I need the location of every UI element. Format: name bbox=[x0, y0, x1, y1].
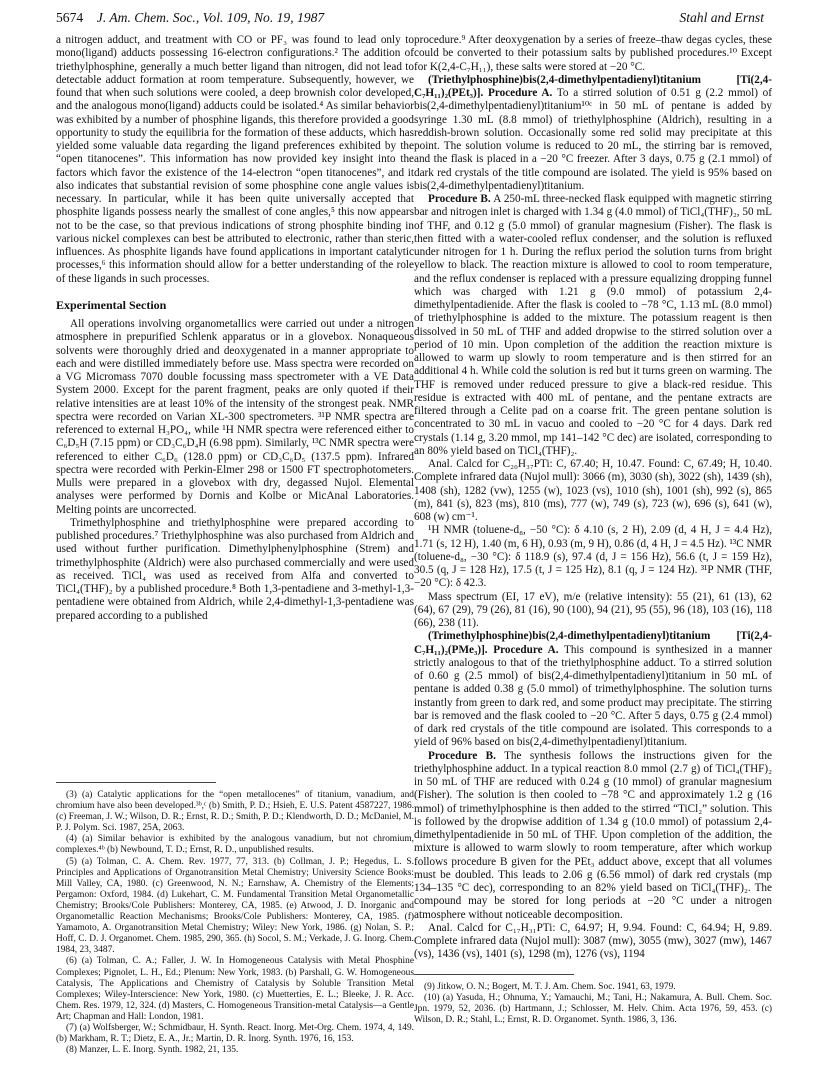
footnote-6: (6) (a) Tolman, C. A.; Faller, J. W. In Homogeneous Catalysis with Metal Phosphine Complexes; Pignolet, L. H., Ed.; Plenum: New York, 1983. (b) Parshall, G. W. Homogeneous Catalysis, The Applications and Chemistry of Catalysis by Soluble Transition Metal Complexes; Wiley-Interscience: New York, 1980. (c) Muetterties, E. L.; Bleeke, J. R. Acc. Chem. Res. 1979, 12, 324. (d) Masters, C. Homogeneous Transition-metal Catalysis—a Gentle Art; Chapman and Hall: London, 1981. bbox=[56, 956, 414, 1022]
pme3-procedure-b-heading: Procedure B. bbox=[428, 749, 496, 762]
header-authors: Stahl and Ernst bbox=[679, 10, 764, 25]
right-paragraph-7 bbox=[414, 630, 772, 749]
right-footnotes bbox=[414, 982, 772, 1026]
pme3-procedure-b-body: The synthesis follows the instructions given for the triethylphosphine adduct. In a typical reaction 8.0 mmol (2.7 g) of TiCl₄(THF)₂ in 50 mL of THF are reduced with 0.24 g (10 mmol) of granular magnesium (Fisher). The solution is then cooled to −78 °C and approximately 1.2 g (16 mmol) of trimethylphosphine is then added to the stirred “TiCl₂” solution. This is followed by the dropwise addition of 1.34 g (10.0 mmol) of potassium 2,4-dimethylpentadienide in 50 mL of THF. Upon completion of the addition, the mixture is allowed to warm slowly to room temperature, after which workup follows procedure B given for the PEt₃ adduct above, except that all volumes must be doubled. This leads to 2.06 g (6.56 mmol) of dark red crystals (mp 134–135 °C dec), corresponding to an 82% yield based on TiCl₄(THF)₂. The compound may be stored for long periods at −20 °C under a nitrogen atmosphere without noticeable decomposition. bbox=[414, 749, 772, 921]
header-left bbox=[56, 10, 324, 26]
analysis-paragraph: Anal. Calcd for C₂₀H₃₇PTi: C, 67.40; H, 10.47. Found: C, 67.49; H, 10.40. Complete infrared data (Nujol mull): 3066 (m), 3030 (sh), 3022 (sh), 1439 (sh), 1408 (sh), 1282 (vw), 1255 (w), 1023 (vs), 1010 (sh), 1001 (sh), 992 (s), 865 (m), 841 (s), 823 (ms), 810 (ms), 777 (w), 749 (s), 723 (w), 696 (s), 641 (w), 608 (w) cm⁻¹. bbox=[414, 458, 772, 523]
footnote-4: (4) (a) Similar behavior is exhibited by the analogous vanadium, but not chromium, complexes.⁴ᵇ (b) Newbound, T. D.; Ernst, R. D., unpublished results. bbox=[56, 834, 414, 856]
pme3-procedure-a-body: This compound is synthesized in a manner strictly analogous to that of the triethylphosphine adduct. To a stirred solution of 0.60 g (2.5 mmol) of bis(2,4-dimethylpentadienyl)titanium in 50 mL of pentane is added 0.38 g (5.0 mmol) of trimethylphosphine. The solution turns instantly from green to dark red, and some product may precipitate. The stirring bar is removed and the flask cooled to −20 °C. After 5 days, 0.75 g (2.4 mmol) of dark red crystals of the title compound are isolated. This corresponds to a yield of 96% based on bis(2,4-dimethylpentadienyl)titanium. bbox=[414, 643, 772, 749]
footnote-5: (5) (a) Tolman, C. A. Chem. Rev. 1977, 77, 313. (b) Collman, J. P.; Hegedus, L. S. Principles and Applications of Organotransition Metal Chemistry; University Science Books: Mill Valley, CA, 1980. (c) Greenwood, N. N.; Earnshaw, A. Chemistry of the Elements; Pergamon: Oxford, 1984. (d) Lukehart, C. M. Fundamental Transition Metal Organometallic Chemistry; Brooks/Cole Publishers: Monterey, CA, 1985. (e) Atwood, J. D. Inorganic and Organometallic Reaction Mechanisms; Brooks/Cole Publishers: Monterey, CA, 1985. (f) Yamamoto, A. Organotransition Metal Chemistry; Wiley: New York, 1986. (g) Nolan, S. P.; Hoff, C. D. J. Organomet. Chem. 1985, 290, 365. (h) Socol, S. M.; Verkade, J. G. Inorg. Chem. 1984, 23, 3487. bbox=[56, 856, 414, 956]
experimental-paragraph-2: Trimethylphosphine and triethylphosphine were prepared according to published procedures.⁷ Triethylphosphine was also purchased from Aldrich and used without further purification. Dimethylphenylphosphine (Strem) and trimethylphosphite (Aldrich) were also purchased commercially and were used as received. TiCl₄ was used as received from Alfa and converted to TiCl₄(THF)₂ by a published procedure.⁸ Both 1,3-pentadiene and 3-methyl-1,3-pentadiene were obtained from Aldrich, while 2,4-dimethyl-1,3-pentadiene was prepared according to a published bbox=[56, 516, 414, 622]
nmr-paragraph: ¹H NMR (toluene-d₈, −50 °C): δ 4.10 (s, 2 H), 2.09 (d, 4 H, J = 4.4 Hz), 1.71 (s, 12 H), 1.40 (m, 6 H), 0.93 (m, 9 H), 0.86 (d, 4 H, J = 4.5 Hz). ¹³C NMR (toluene-d₈, −30 °C): δ 118.9 (s), 97.4 (d, J = 156 Hz), 56.6 (t, J = 159 Hz), 30.5 (q, J = 128 Hz), 17.5 (t, J = 125 Hz), 8.1 (q, J = 124 Hz). ³¹P NMR (THF, −20 °C): δ 42.3. bbox=[414, 524, 772, 590]
right-paragraph-8 bbox=[414, 750, 772, 922]
footnote-9: (9) Jitkow, O. N.; Bogert, M. T. J. Am. Chem. Soc. 1941, 63, 1979. bbox=[424, 982, 676, 992]
procedure-b-heading: Procedure B. bbox=[428, 193, 491, 205]
footnote-7: (7) (a) Wolfsberger, W.; Schmidbaur, H. Synth. React. Inorg. Met-Org. Chem. 1974, 4, 149. (b) Markham, R. T.; Dietz, E. A., Jr.; Martin, D. R. Inorg. Synth. 1976, 16, 153. bbox=[56, 1022, 414, 1045]
experimental-paragraph-1: All operations involving organometallics were carried out under a nitrogen atmosphere in prepurified Schlenk apparatus or in a glovebox. Nonaqueous solvents were thoroughly dried and deoxygenated in a manner appropriate to each and were distilled immediately before use. Mass spectra were recorded on a VG Micromass 7070 double focussing mass spectrometer with a VE Data System 2000. Except for the parent fragment, peaks are only quoted if their relative intensities are at least 10% of the intensity of the strongest peak. NMR spectra were recorded on Varian XL-300 spectrometers. ³¹P NMR spectra are referenced to external H₃PO₄, while ¹H NMR spectra were referenced either to C₆D₅H (7.15 ppm) or CD₃C₆D₄H (6.98 ppm). Similarly, ¹³C NMR spectra were referenced to either C₆D₆ (128.0 ppm) or CD₃C₆D₅ (137.5 ppm). Infrared spectra were recorded with Perkin-Elmer 298 or 1500 FT spectrophotometers. Mulls were prepared in a glovebox with dry, degassed Nujol. Elemental analyses were performed by Dornis and Kolbe or MicAnal Laboratories. Melting points are uncorrected. bbox=[56, 318, 414, 516]
compound-heading-pet3: (Triethylphosphine)bis(2,4-dimethylpentadienyl)titanium [Ti(2,4-C₇H₁₁)₂(PEt₃)]. Procedure A. bbox=[414, 73, 772, 99]
running-header bbox=[56, 10, 764, 30]
section-title: Experimental Section bbox=[56, 297, 167, 312]
right-paragraph-1: procedure.⁹ After deoxygenation by a series of freeze–thaw degas cycles, these could be converted to their potassium salts by published procedures.¹⁰ Except for K(2,4-C₇H₁₁), these salts were stored at −20 °C. bbox=[414, 34, 772, 73]
mass-spectrum-paragraph: Mass spectrum (EI, 17 eV), m/e (relative intensity): 55 (21), 61 (13), 62 (64), 67 (29), 79 (26), 81 (16), 90 (100), 94 (21), 95 (55), 96 (18), 103 (16), 118 (66), 238 (11). bbox=[414, 590, 772, 629]
footnote-rule-left bbox=[56, 782, 216, 783]
footnote-3: (3) (a) Catalytic applications for the “open metallocenes” of titanium, vanadium, and chromium have also been developed.³ᵇ,ᶜ (b) Smith, P. D.; Hsieh, E. U.S. Patent 4587227, 1986. (c) Freeman, J. W.; Wilson, D. R.; Ernst, R. D.; Smith, P. D.; Klendworth, D. D.; McDaniel, M. P. J. Polym. Sci. 1987, 25A, 2063. bbox=[56, 790, 414, 834]
left-footnotes bbox=[56, 790, 414, 1056]
intro-paragraph: a nitrogen adduct, and treatment with CO or PF₃ was found to lead only to mono(ligand) adducts possessing 16-electron configurations.² The addition of triethylphosphine, generally a much better ligand than nitrogen, did not lead to detectable adduct formation at room temperature. Subsequently, however, we found that when such solutions were cooled, a deep brownish color developed, and the analogous mono(ligand) adducts could be isolated.⁴ As similar behavior was exhibited by a number of phosphine ligands, this therefore provided a good opportunity to study the equilibria for the formation of these adducts, which has yielded some valuable data regarding the ligand preferences exhibited by the “open titanocenes”. This information has now provided key insight into the factors which favor the existence of the 14-electron “open titanocenes”, and it also indicates that substantial revision of some phosphine cone angle values is necessary. In particular, while it has been quite universally accepted that phosphite ligands possess nearly the smallest of cone angles,⁵ this now appears not to be the case, so that previous indications of strong phosphite binding in various nickel complexes can best be attributed to electronic, rather than steric, influences. As phosphite ligands have found applications in important catalytic processes,⁶ this information should allow for a better understanding of the role of these ligands in such processes. bbox=[56, 34, 414, 285]
right-paragraph-3 bbox=[414, 193, 772, 458]
procedure-b-body: A 250-mL three-necked flask equipped with magnetic stirring bar and nitrogen inlet is charged with 1.34 g (4.0 mmol) of TiCl₄(THF)₂, 50 mL of THF, and 0.12 g (5.0 mmol) of granular magnesium (Fisher). The flask is then fitted with a water-cooled reflux condenser, and the solution is refluxed under nitrogen for 1 h. During the reflux period the solution turns from bright yellow to black. The reaction mixture is allowed to cool to room temperature, and the reflux condenser is replaced with a pressure equalizing dropping funnel which was charged with 1.21 g (9.0 mmol) of potassium 2,4-dimethylpentadienide. After the flask is cooled to −78 °C, 1.13 mL (8.0 mmol) of triethylphosphine is added to the mixture. The potassium reagent is then dissolved in 50 mL of THF and added dropwise to the stirred solution over a period of 10 min. Upon completion of the addition the reaction mixture is allowed to warm up slowly to room temperature and is then stirred for an additional 4 h. While cold the solution is red but it turns green on warming. The THF is removed under reduced pressure to give a black-red residue. This residue is extracted with 400 mL of pentane, and the pentane extracts are filtered through a Celite pad on a coarse frit. The green pentane solution is concentrated to 30 mL in vacuo and cooled to −20 °C for 4 days. Dark red crystals (1.14 g, 3.20 mmol, mp 141–142 °C dec) are isolated, corresponding to an 80% yield based on TiCl₄(THF)₂. bbox=[414, 193, 772, 457]
right-column bbox=[414, 34, 772, 962]
footnote-8: (8) Manzer, L. E. Inorg. Synth. 1982, 21, 135. bbox=[66, 1045, 239, 1056]
compound-heading-pme3: (Trimethylphosphine)bis(2,4-dimethylpentadienyl)titanium [Ti(2,4-C₇H₁₁)₂(PMe₃)]. Procedure A. bbox=[414, 630, 772, 656]
footnote-10: (10) (a) Yasuda, H.; Ohnuma, Y.; Yamauchi, M.; Tani, H.; Nakamura, A. Bull. Chem. Soc. Jpn. 1979, 52, 2036. (b) Hartmann, J.; Schlosser, M. Helv. Chim. Acta 1976, 59, 453. (c) Wilson, D. R.; Stahl, L.; Ernst, R. D. Organomet. Synth. 1986, 3, 136. bbox=[414, 993, 772, 1026]
procedure-a-body: To a stirred solution of 0.51 g (2.2 mmol) of bis(2,4-dimethylpentadienyl)titanium¹⁰ᶜ in 50 mL of pentane is added by syringe 1.30 mL (8.8 mmol) of triethylphosphine (Aldrich), resulting in a reddish-brown solution. Occasionally some red solid may precipitate at this point. The solution volume is reduced to 20 mL, the stirring bar is removed, and the flask is placed in a −20 °C freezer. After 3 days, 0.75 g (2.1 mmol) of dark red crystals of the title compound are isolated. The yield is 95% based on bis(2,4-dimethylpentadienyl)titanium. bbox=[414, 87, 772, 192]
left-column bbox=[56, 34, 414, 623]
footnote-rule-right bbox=[414, 974, 574, 975]
right-paragraph-2 bbox=[414, 74, 772, 193]
pme3-analysis-paragraph: Anal. Calcd for C₁₇H₃₁PTi: C, 64.97; H, 9.94. Found: C, 64.94; H, 9.89. Complete infrared data (Nujol mull): 3087 (mw), 3055 (mw), 3027 (mw), 1467 (vs), 1436 (vs), 1401 (s), 1298 (m), 1276 (vs), 1194 bbox=[414, 921, 772, 961]
journal-citation: J. Am. Chem. Soc., Vol. 109, No. 19, 1987 bbox=[96, 10, 325, 25]
page-number: 5674 bbox=[56, 10, 84, 25]
